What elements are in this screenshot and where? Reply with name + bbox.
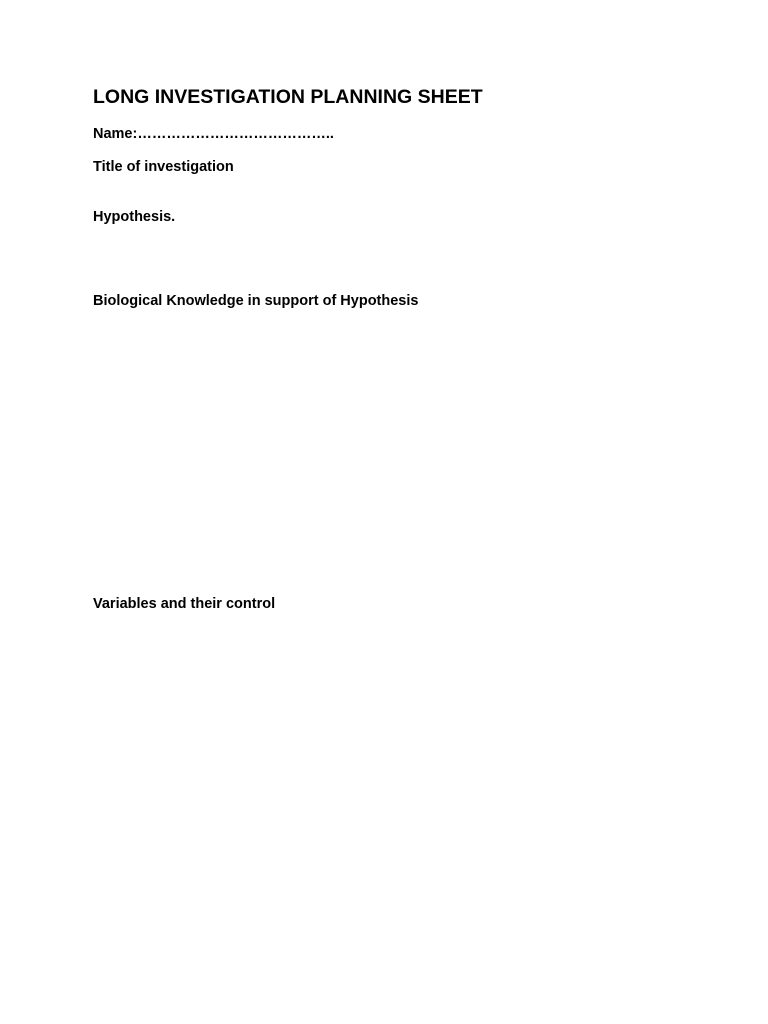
name-field: Name:…………………………………..: [93, 126, 334, 142]
variables-label: Variables and their control: [93, 596, 276, 612]
hypothesis-label: Hypothesis.: [93, 209, 176, 225]
sheet-heading: LONG INVESTIGATION PLANNING SHEET: [93, 86, 483, 108]
title-of-investigation-label: Title of investigation: [93, 159, 234, 175]
biological-knowledge-label: Biological Knowledge in support of Hypothesis: [93, 293, 419, 309]
